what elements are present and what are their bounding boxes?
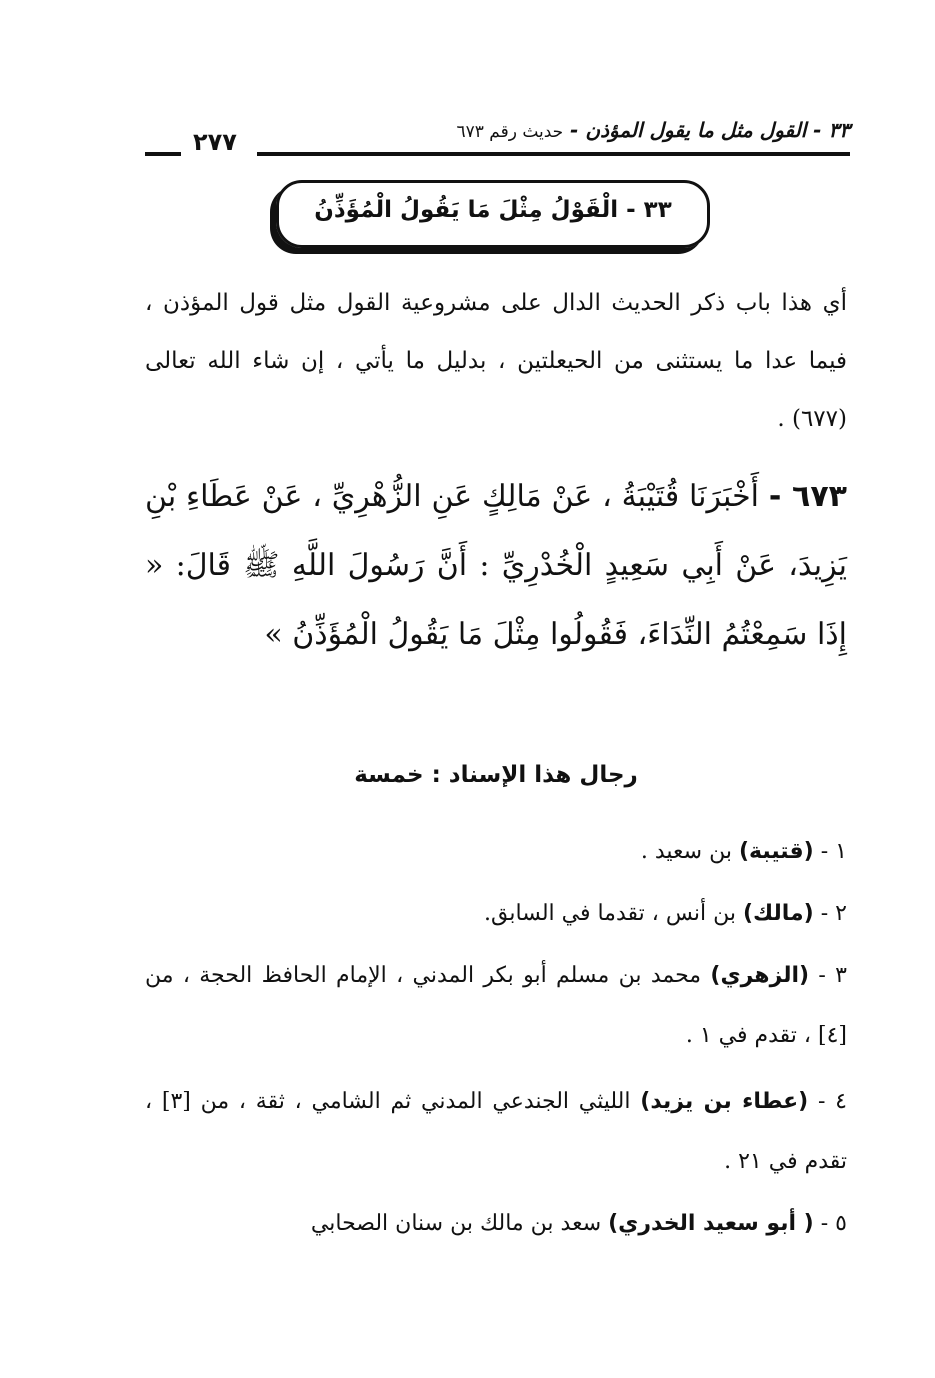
page-number: ٢٧٧: [193, 128, 237, 156]
narrator-item: [145, 1194, 847, 1254]
narrator-item: [145, 1072, 847, 1192]
chapter-title: ٣٣ - الْقَوْلُ مِثْلَ مَا يَقُولُ الْمُؤَذِّنُ: [314, 197, 672, 223]
intro-paragraph: أي هذا باب ذكر الحديث الدال على مشروعية القول مثل قول المؤذن ، فيما عدا ما يستثنى من الحيعلتين ، بدليل ما يأتي ، إن شاء الله تعالى (٦٧٧) .: [145, 290, 847, 432]
narrator-item: [145, 822, 847, 882]
chapter-title-box: [276, 180, 710, 248]
narrator-name: ( أبو سعيد الخدري): [608, 1211, 814, 1236]
narrator-item: [145, 884, 847, 944]
narrator-item: [145, 946, 847, 1066]
narrator-number: ٤ -: [808, 1089, 847, 1114]
hadith-text: أَخْبَرَنَا قُتَيْبَةُ ، عَنْ مَالِكٍ عَنِ الزُّهْرِيِّ ، عَنْ عَطَاءِ بْنِ يَزِيدَ، عَنْ أَبِي سَعِيدٍ الْخُدْرِيِّ : أَنَّ رَسُولَ اللَّهِ ﷺ قَالَ: « إِذَا سَمِعْتُمُ النِّدَاءَ، فَقُولُوا مِثْلَ مَا يَقُولُ الْمُؤَذِّنُ »: [145, 479, 847, 652]
running-title: [456, 118, 850, 142]
narrator-name: (الزهري): [710, 963, 810, 988]
narrator-description: الليثي الجندعي المدني ثم الشامي ، ثقة ، من [٣] ، تقدم في ٢١ .: [145, 1089, 847, 1174]
hadith-number: ٦٧٣ -: [768, 479, 847, 514]
running-header: [145, 108, 850, 160]
chapter-running-title: ٣٣ - القول مثل ما يقول المؤذن -: [570, 118, 850, 142]
narrator-name: (قتيبة): [738, 839, 814, 864]
narrator-description: بن سعيد .: [640, 839, 739, 864]
narrator-description: بن أنس ، تقدما في السابق.: [484, 901, 743, 926]
hadith-text-block: [145, 462, 847, 669]
header-rule: [257, 152, 850, 156]
narrators-heading: رجال هذا الإسناد : خمسة: [354, 762, 638, 788]
hadith-reference: حديث رقم ٦٧٣: [456, 122, 564, 142]
page-number-dash: [145, 152, 181, 156]
narrator-name: (مالك): [743, 901, 814, 926]
narrator-description: سعد بن مالك بن سنان الصحابي: [310, 1211, 609, 1236]
narrator-number: ٢ -: [813, 901, 847, 926]
narrator-number: ١ -: [813, 839, 847, 864]
narrator-number: ٣ -: [809, 963, 847, 988]
narrator-number: ٥ -: [813, 1211, 847, 1236]
narrator-description: محمد بن مسلم أبو بكر المدني ، الإمام الحافظ الحجة ، من [٤] ، تقدم في ١ .: [145, 963, 847, 1048]
narrator-name: (عطاء بن يزيد): [640, 1089, 809, 1114]
